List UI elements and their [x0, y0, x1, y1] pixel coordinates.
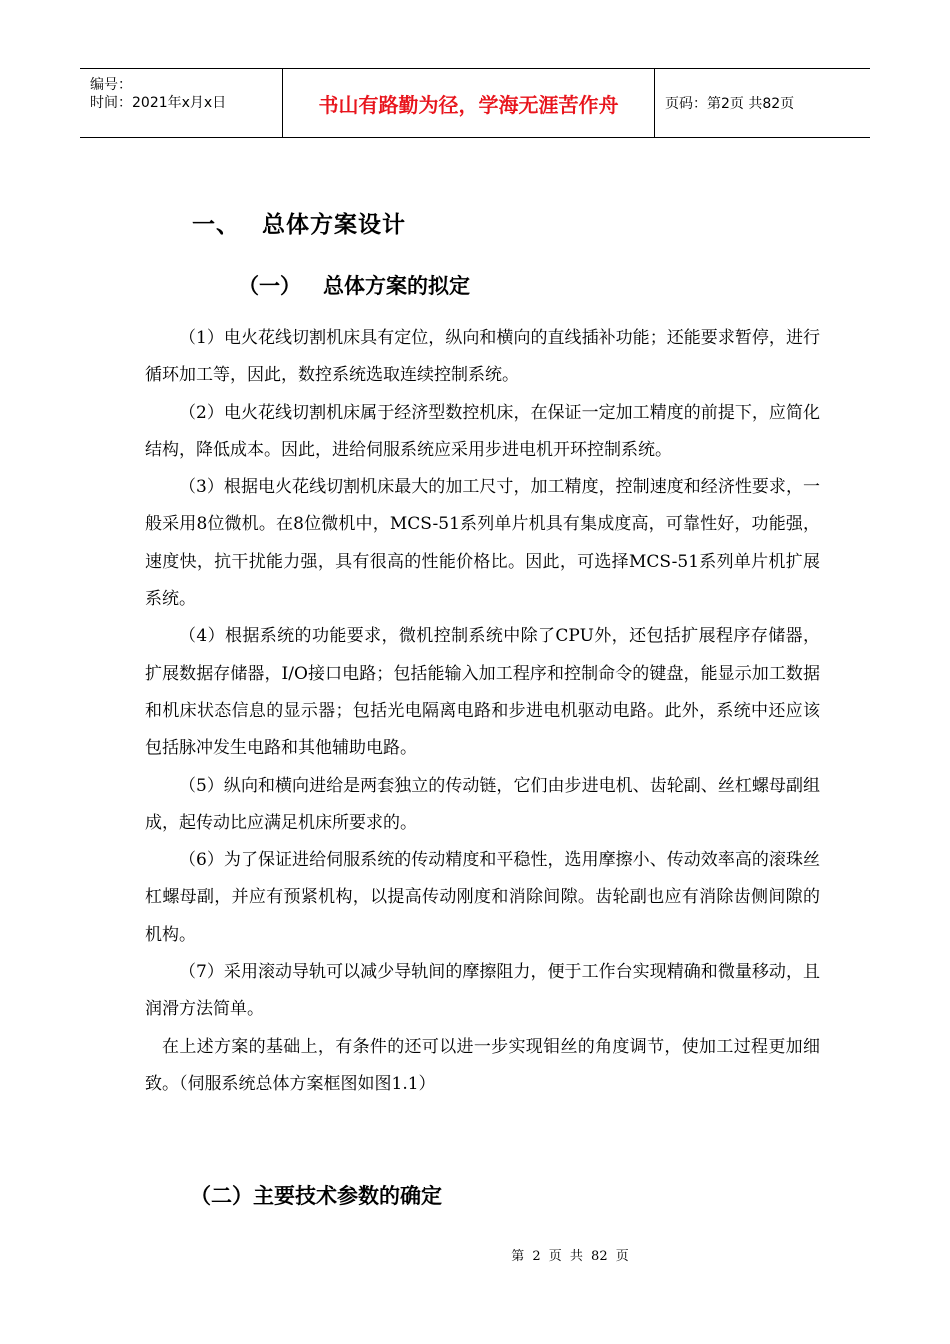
header-motto-cell — [282, 69, 655, 137]
page-footer: 第 2 页 共 82 页 — [511, 1249, 629, 1264]
header-info-cell — [80, 69, 282, 137]
subsection-heading-2: （二）主要技术参数的确定 — [190, 1184, 442, 1208]
paragraph-5: （5）纵向和横向进给是两套独立的传动链，它们由步进电机、齿轮副、丝杠螺母副组成，起传动比应满足机床所要求的。 — [145, 775, 820, 833]
subsection-number: （一） — [238, 274, 301, 298]
paragraph-3: （3）根据电火花线切割机床最大的加工尺寸，加工精度，控制速度和经济性要求，一般采用8位微机。在8位微机中，MCS-51系列单片机具有集成度高，可靠性好，功能强，速度快，抗干扰能力强，具有很高的性能价格比。因此，可选择MCS-51系列单片机扩展系统。 — [145, 477, 820, 610]
paragraph-7: （7）采用滚动导轨可以减少导轨间的摩擦阻力，便于工作台实现精确和微量移动，且润滑方法简单。 — [145, 962, 820, 1020]
motto: 书山有路勤为径，学海无涯苦作舟 — [318, 92, 619, 117]
subsection-heading-1 — [238, 270, 470, 300]
section-title: 总体方案设计 — [262, 212, 406, 238]
header-page-cell — [655, 69, 870, 137]
closing-paragraph: 在上述方案的基础上，有条件的还可以进一步实现钼丝的角度调节，使加工过程更加细致。（伺服系统总体方案框图如图1.1） — [145, 1036, 820, 1094]
section-heading — [192, 206, 406, 239]
subsection-title: 总体方案的拟定 — [323, 274, 470, 298]
paragraph-4: （4）根据系统的功能要求，微机控制系统中除了CPU外，还包括扩展程序存储器，扩展数据存储器，I/O接口电路；包括能输入加工程序和控制命令的键盘，能显示加工数据和机床状态信息的显示器；包括光电隔离电路和步进电机驱动电路。此外，系统中还应该包括脉冲发生电路和其他辅助电路。 — [145, 626, 820, 759]
paragraph-1: （1）电火花线切割机床具有定位，纵向和横向的直线插补功能；还能要求暂停，进行循环加工等，因此，数控系统选取连续控制系统。 — [145, 328, 820, 386]
header-table — [80, 68, 870, 138]
body-text — [145, 320, 820, 1103]
page-info: 页码：第2页 共82页 — [665, 96, 795, 112]
date-line: 时间：2021年x月x日 — [90, 95, 227, 111]
section-number: 一、 — [192, 212, 240, 238]
number-label: 编号： — [90, 77, 132, 93]
paragraph-6: （6）为了保证进给伺服系统的传动精度和平稳性，选用摩擦小、传动效率高的滚珠丝杠螺母副，并应有预紧机构，以提高传动刚度和消除间隙。齿轮副也应有消除齿侧间隙的机构。 — [145, 850, 820, 945]
paragraph-2: （2）电火花线切割机床属于经济型数控机床，在保证一定加工精度的前提下，应简化结构，降低成本。因此，进给伺服系统应采用步进电机开环控制系统。 — [145, 402, 820, 460]
